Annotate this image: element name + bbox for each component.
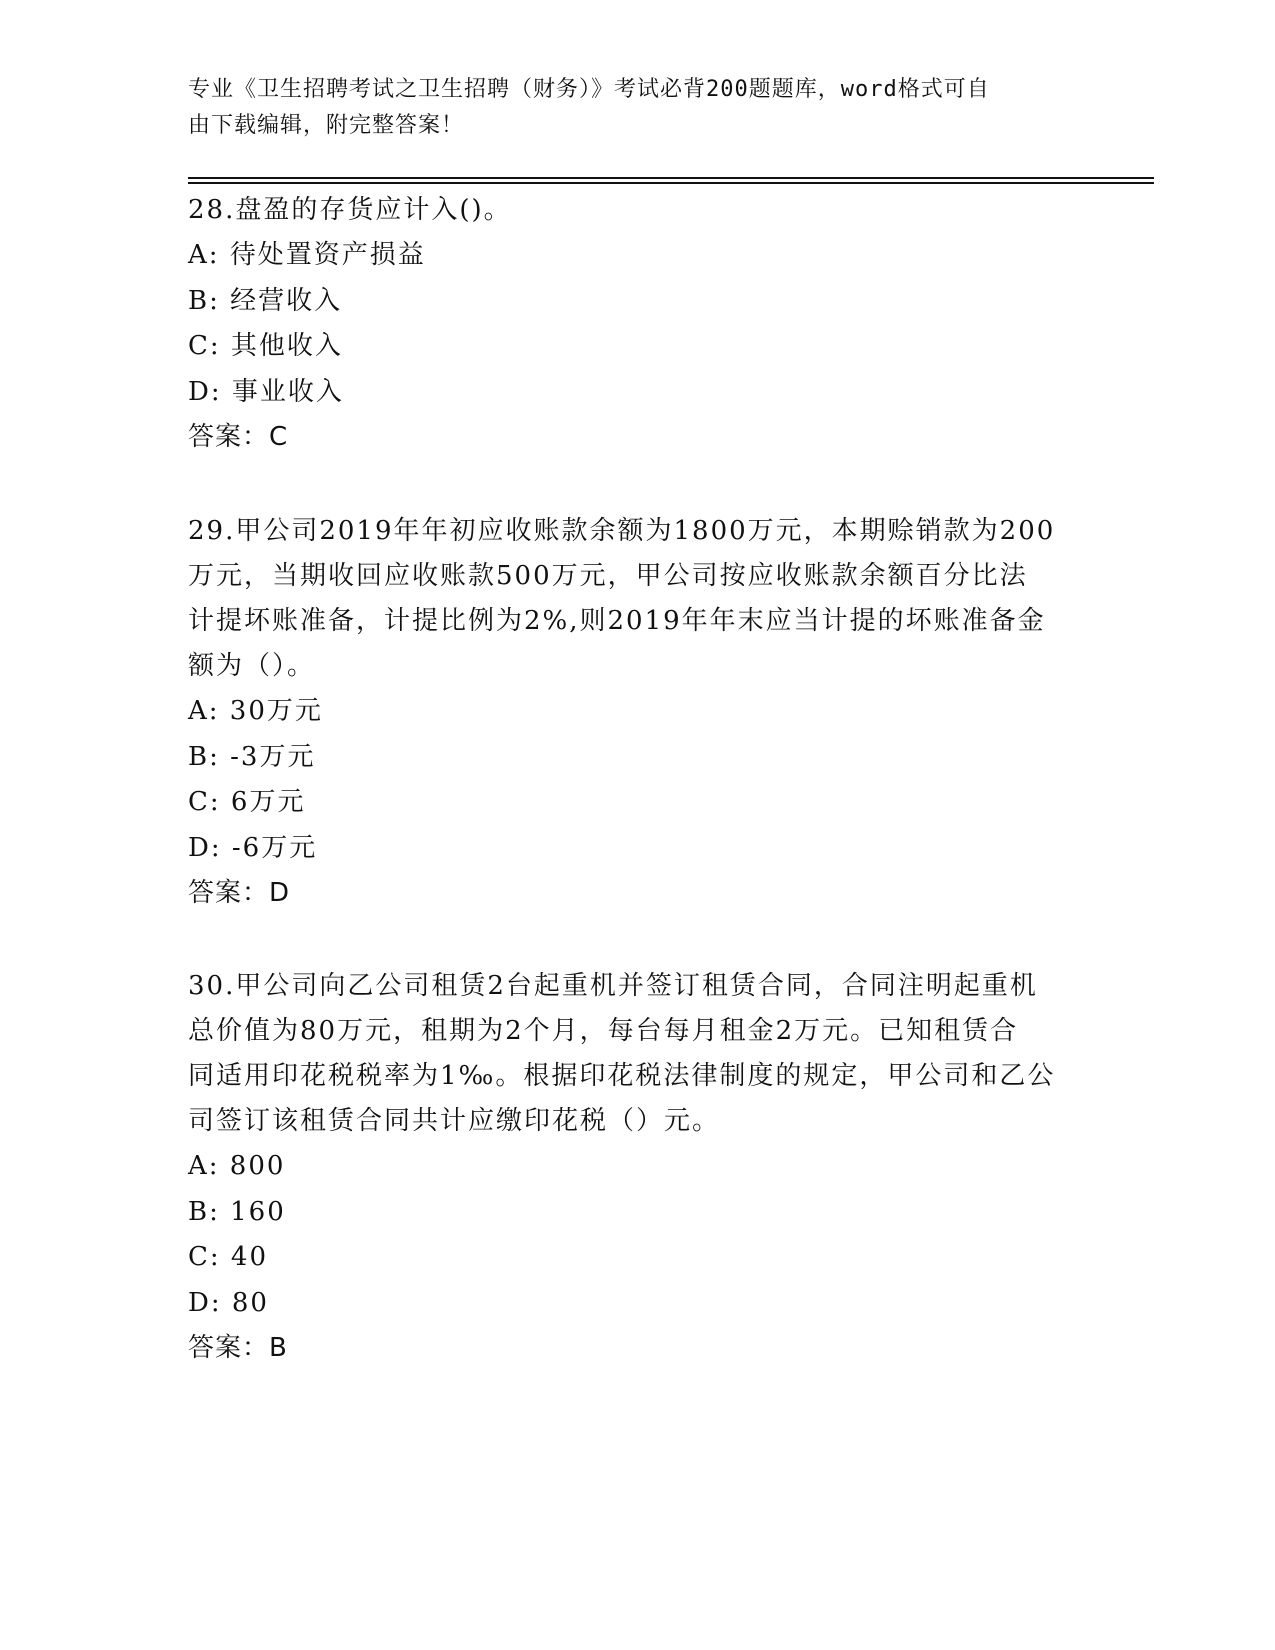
answer-line: 答案：C: [188, 422, 289, 452]
question-stem-line: 额为（）。: [188, 651, 316, 681]
question-28: [188, 188, 1088, 460]
option-c: C: 6万元: [188, 787, 306, 817]
question-stem-line: 司签订该租赁合同共计应缴印花税（）元。: [188, 1106, 721, 1136]
question-29: [188, 509, 1088, 916]
header-divider-top: [188, 177, 1154, 179]
document-header: [188, 72, 1068, 144]
option-d: D: 事业收入: [188, 376, 344, 407]
header-line-1: 专业《卫生招聘考试之卫生招聘（财务）》考试必背200题题库，word格式可自: [188, 77, 990, 102]
option-a: A: 30万元: [188, 696, 323, 726]
option-b: B: -3万元: [188, 741, 316, 772]
question-stem-line: 万元，当期收回应收账款500万元，甲公司按应收账款余额百分比法: [188, 561, 1028, 591]
option-a: A: 待处置资产损益: [188, 240, 426, 270]
question-stem-line: 总价值为80万元，租期为2个月，每台每月租金2万元。已知租赁合: [188, 1016, 1019, 1046]
question-stem-line: 同适用印花税税率为1‰。根据印花税法律制度的规定，甲公司和乙公: [188, 1061, 1056, 1091]
option-b: B: 160: [188, 1196, 286, 1227]
question-stem-line: 计提坏账准备，计提比例为2%,则2019年年末应当计提的坏账准备金: [188, 606, 1046, 636]
option-d: D: 80: [188, 1287, 269, 1318]
option-c: C: 40: [188, 1242, 269, 1272]
option-b: B: 经营收入: [188, 285, 343, 316]
question-30: [188, 964, 1088, 1371]
question-stem-line: 28.盘盈的存货应计入()。: [188, 195, 512, 225]
header-line-2: 由下载编辑，附完整答案！: [188, 113, 465, 138]
header-divider-bottom: [188, 182, 1154, 184]
option-a: A: 800: [188, 1151, 286, 1181]
answer-line: 答案：D: [188, 878, 291, 908]
option-c: C: 其他收入: [188, 331, 343, 361]
option-d: D: -6万元: [188, 832, 318, 863]
answer-line: 答案：B: [188, 1333, 288, 1363]
question-stem-line: 30.甲公司向乙公司租赁2台起重机并签订租赁合同，合同注明起重机: [188, 971, 1038, 1001]
question-stem-line: 29.甲公司2019年年初应收账款余额为1800万元，本期赊销款为200: [188, 516, 1056, 546]
